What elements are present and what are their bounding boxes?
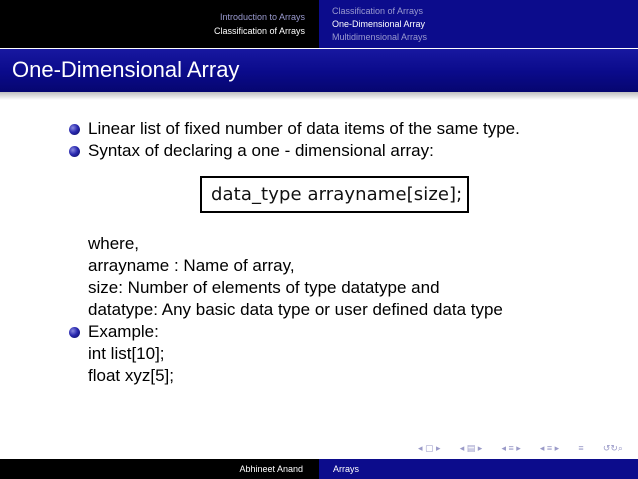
example-line: int list[10]; [88,344,165,363]
frame-title: One-Dimensional Array [12,57,240,82]
footer-author: Abhineet Anand [0,459,319,479]
footer-bar [0,459,638,479]
bullet-item-2 [65,140,625,162]
section-nav-right [319,0,638,48]
syntax-code-image: data_type arrayname[size]; [200,176,469,213]
where-explanation [65,233,625,321]
nav-subsection-multidimensional[interactable]: Multidimensional Arrays [332,32,428,42]
beamer-navigation-symbols [418,440,623,456]
frame-title-bar [0,48,638,92]
nav-subsection-icon[interactable]: ◂ ≡ ▸ [501,442,521,453]
bullet-ball-icon [69,146,80,157]
nav-slide-icon[interactable]: ◂ ▢ ▸ [418,442,441,453]
bullet-ball-icon [69,327,80,338]
nav-classification-of-arrays[interactable]: Classification of Arrays [213,26,305,36]
nav-subsection-classification[interactable]: Classification of Arrays [332,6,424,16]
nav-section-icon[interactable]: ◂ ≡ ▸ [539,442,560,453]
nav-align-icon[interactable]: ≡ [578,443,584,453]
nav-introduction-to-arrays[interactable]: Introduction to Arrays [219,12,305,22]
bullet-text-1: Linear list of fixed number of data items of the same type. [88,119,520,138]
example-line: Example: [88,322,159,341]
where-line: datatype: Any basic data type or user defined data type [88,300,503,319]
footer-topic: Arrays [319,459,638,479]
example-line: float xyz[5]; [88,366,174,385]
title-shadow [0,92,638,100]
bullet-ball-icon [69,124,80,135]
nav-subsection-one-dimensional[interactable]: One-Dimensional Array [332,19,426,29]
nav-frame-icon[interactable]: ◂ ▤ ▸ [459,442,483,453]
section-nav-left [0,0,319,48]
slide-content [65,118,625,387]
where-line: where, [88,234,140,253]
where-line: arrayname : Name of array, [88,256,295,275]
bullet-item-1 [65,118,625,140]
bullet-text-2: Syntax of declaring a one - dimensional array: [88,141,434,160]
nav-search-icon[interactable]: ↺↻⌕ [602,442,623,453]
navigation-header [0,0,638,48]
bullet-item-3 [65,321,625,387]
where-line: size: Number of elements of type datatype and [88,278,440,297]
